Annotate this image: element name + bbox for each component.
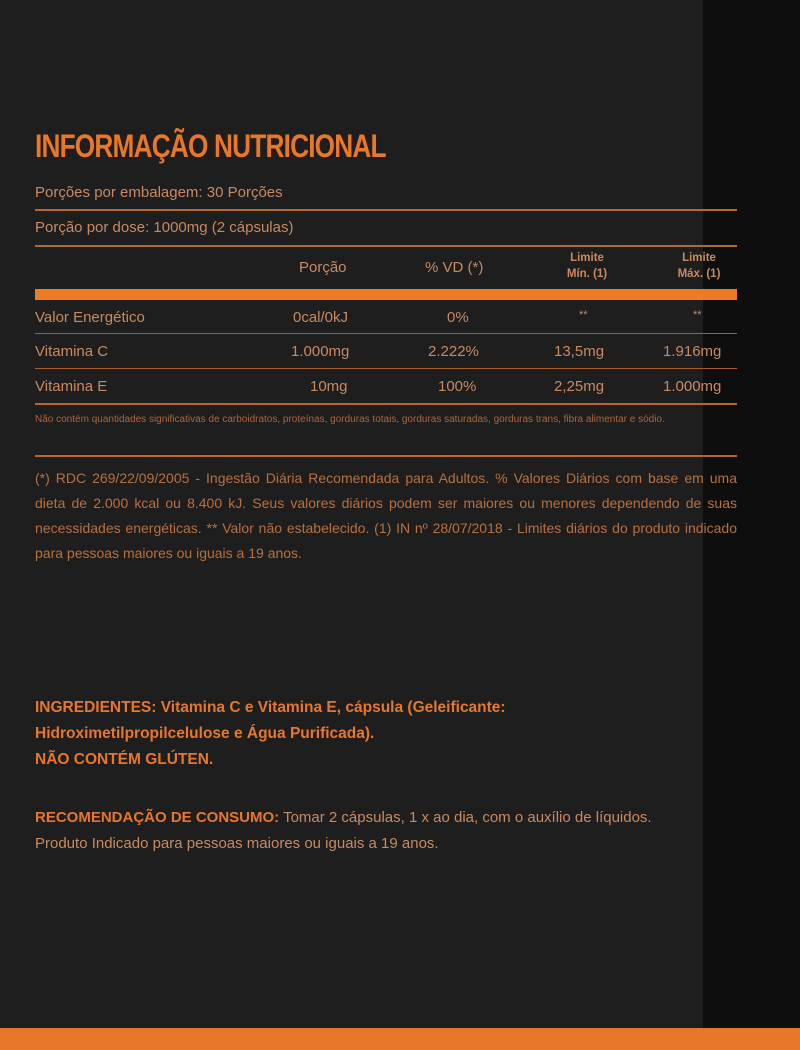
row-energy-min: ** [579,309,588,321]
row-energy-portion: 0cal/0kJ [293,309,349,326]
row-vite-name: Vitamina E [35,378,108,395]
consumption-recommendation [35,805,755,857]
row-vite-min: 2,25mg [554,378,605,395]
divider [35,368,737,369]
bottom-accent-bar [0,1028,800,1050]
header-vd: % VD (*) [425,259,484,276]
ingredients [35,695,737,773]
row-vite-max: 1.000mg [663,378,722,395]
header-portion: Porção [299,259,347,276]
row-vite-portion: 10mg [310,378,348,395]
row-energy-max: ** [693,309,702,321]
header-limit-min-line2: Mín. (1) [566,268,608,280]
row-vitc-name: Vitamina C [35,343,109,360]
consumption-target: Produto Indicado para pessoas maiores ou iguais a 19 anos. [35,835,439,852]
header-limit-min [555,250,619,282]
serving-size: Porção por dose: 1000mg (2 cápsulas) [35,219,294,236]
row-energy-vd: 0% [447,309,469,326]
header-limit-max-line1: Limite [682,252,716,264]
row-energy-name: Valor Energético [35,309,145,326]
header-band [35,289,737,300]
divider [35,403,737,405]
divider [35,455,737,457]
header-limit-min-line1: Limite [570,252,604,264]
consumption-label: RECOMENDAÇÃO DE CONSUMO: [35,809,280,826]
header-limit-max-line2: Máx. (1) [677,268,721,280]
consumption-text [35,805,755,831]
divider [35,245,737,247]
header-limit-max [667,250,731,282]
servings-per-package: Porções por embalagem: 30 Porções [35,184,283,201]
row-vitc-portion: 1.000mg [291,343,350,360]
page-title: INFORMAÇÃO NUTRICIONAL [35,128,386,164]
footnote: (*) RDC 269/22/09/2005 - Ingestão Diária Recomendada para Adultos. % Valores Diários com base em uma dieta de 2.000 kcal ou 8.400 kJ. Seus valores diários podem ser maiores ou menores dependendo de suas necessidades energéticas. ** Valor não estabelecido. (1) IN nº 28/07/2018 - Limites diários do produto indicado para pessoas maiores ou iguais a 19 anos. [35,470,737,561]
gluten-free-notice: NÃO CONTÉM GLÚTEN. [35,751,214,768]
row-vite-vd: 100% [438,378,477,395]
consumption-instructions: Tomar 2 cápsulas, 1 x ao dia, com o auxílio de líquidos. [279,809,652,826]
ingredients-line-1: INGREDIENTES: Vitamina C e Vitamina E, cápsula (Geleificante: [35,699,506,716]
row-vitc-min: 13,5mg [554,343,605,360]
not-significant-note: Não contém quantidades significativas de carboidratos, proteínas, gorduras totais, gorduras saturadas, gorduras trans, fibra alimentar e sódio. [35,414,665,425]
ingredients-line-2: Hidroximetilpropilcelulose e Água Purificada). [35,725,375,742]
row-vitc-vd: 2.222% [428,343,479,360]
divider [35,333,737,334]
divider [35,209,737,211]
row-vitc-max: 1.916mg [663,343,722,360]
